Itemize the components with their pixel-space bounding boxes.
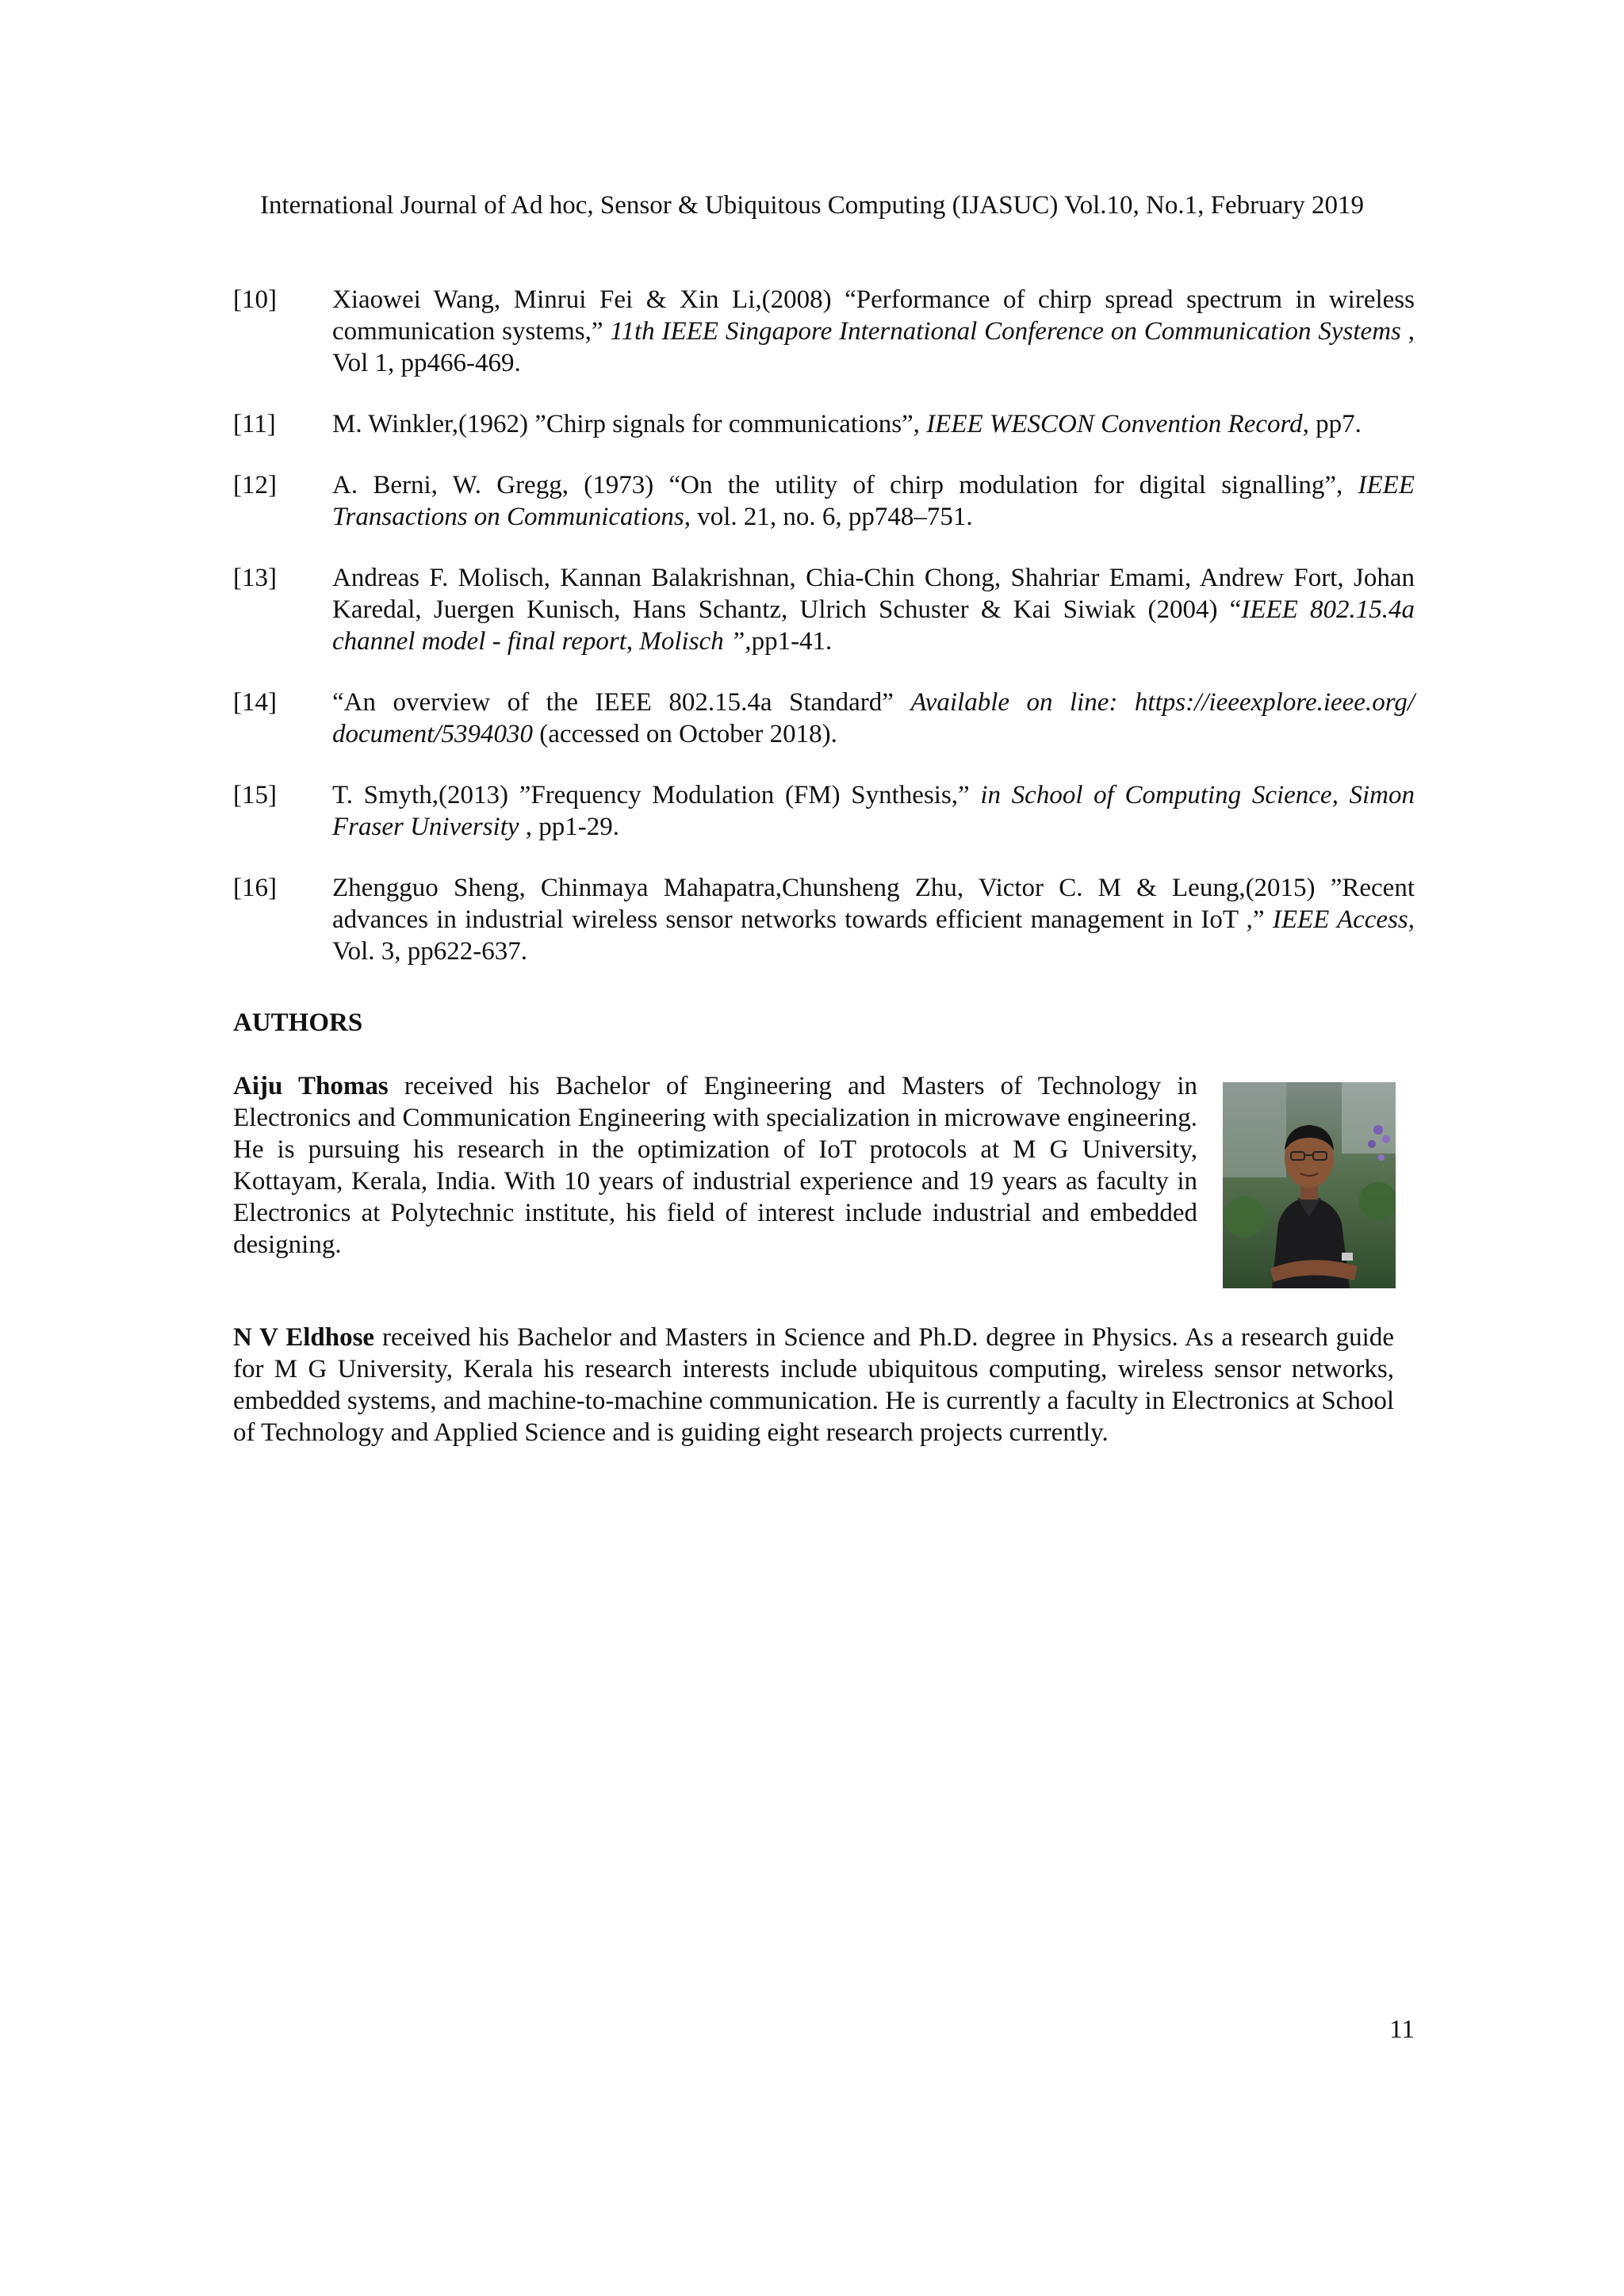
reference-source: in School of Computing Science, Simon Fraser University bbox=[332, 781, 1415, 841]
reference-source: 11th IEEE Singapore International Conference on Communication Systems bbox=[610, 317, 1401, 346]
reference-segment: A. Berni, W. Gregg, (1973) “On the utility of chirp modulation for digital signalling”, bbox=[332, 471, 1358, 499]
running-header: International Journal of Ad hoc, Sensor & Ubiquitous Computing (IJASUC) Vol.10, No.1, February 2019 bbox=[259, 191, 1365, 220]
reference-segment: pp7. bbox=[1308, 410, 1362, 438]
reference-segment: , vol. 21, no. 6, pp748–751. bbox=[684, 503, 973, 531]
reference-text bbox=[332, 872, 1415, 967]
author-bio-text: received his Bachelor of Engineering and Masters of Technology in Electronics and Communication Engineering with specialization in microwave engineering. He is pursuing his research in the optimization of IoT protocols at M G University, Kottayam, Kerala, India. With 10 years of industrial experience and 19 years as faculty in Electronics at Polytechnic institute, his field of interest include industrial and embedded designing. bbox=[233, 1072, 1197, 1259]
reference-text bbox=[332, 562, 1415, 657]
reference-segment: , pp1-29. bbox=[519, 813, 620, 841]
author-bio-nv-eldhose bbox=[233, 1322, 1394, 1448]
author-name: Aiju Thomas bbox=[233, 1072, 389, 1100]
reference-number: [14] bbox=[233, 688, 277, 717]
reference-source: IEEE WESCON Convention Record, bbox=[926, 410, 1309, 438]
reference-text bbox=[332, 408, 1415, 440]
reference-entry bbox=[233, 687, 1415, 750]
reference-entry bbox=[233, 562, 1415, 657]
reference-source: Available on line: https://ieeexplore.ieee.org/ document/5394030 bbox=[332, 688, 1415, 748]
reference-segment: (accessed on October 2018). bbox=[532, 720, 837, 748]
reference-list bbox=[233, 284, 1415, 997]
reference-segment: M. Winkler,(1962) ”Chirp signals for communications”, bbox=[332, 410, 927, 438]
author-bio-text: received his Bachelor and Masters in Science and Ph.D. degree in Physics. As a research guide for M G University, Kerala his research interests include ubiquitous computing, wireless sensor networks, embedded systems, and machine-to-machine communication. He is currently a faculty in Electronics at School of Technology and Applied Science and is guiding eight research projects currently. bbox=[233, 1323, 1394, 1447]
reference-segment: , Vol 1, pp466-469. bbox=[332, 317, 1415, 377]
reference-segment: Xiaowei Wang, Minrui Fei & Xin Li,(2008) “Performance of chirp spread spectrum in wireless communication systems,” bbox=[332, 285, 1415, 346]
page-number: 11 bbox=[1389, 2015, 1415, 2044]
author-name: N V Eldhose bbox=[233, 1323, 375, 1352]
reference-text bbox=[332, 779, 1415, 843]
reference-text bbox=[332, 687, 1415, 750]
reference-segment: “An overview of the IEEE 802.15.4a Standard” bbox=[332, 688, 911, 717]
reference-source: IEEE Access bbox=[1272, 905, 1408, 934]
reference-entry bbox=[233, 284, 1415, 379]
author-bio-aiju-thomas bbox=[233, 1070, 1197, 1261]
reference-entry bbox=[233, 469, 1415, 533]
reference-source: IEEE 802.15.4a channel model - final report bbox=[332, 595, 1415, 656]
reference-segment: , Vol. 3, pp622-637. bbox=[332, 905, 1415, 966]
reference-number: [16] bbox=[233, 874, 277, 902]
reference-segment: , bbox=[626, 627, 640, 656]
reference-number: [11] bbox=[233, 410, 276, 438]
reference-entry bbox=[233, 408, 1415, 440]
reference-number: [13] bbox=[233, 564, 277, 592]
reference-segment: Zhengguo Sheng, Chinmaya Mahapatra,Chunsheng Zhu, Victor C. M & Leung,(2015) ”Recent advances in industrial wireless sensor networks towards efficient management in IoT ,” bbox=[332, 874, 1415, 934]
authors-heading: AUTHORS bbox=[233, 1008, 363, 1037]
reference-number: [10] bbox=[233, 285, 277, 314]
reference-text bbox=[332, 284, 1415, 379]
reference-segment: pp1-41. bbox=[751, 627, 833, 656]
reference-text bbox=[332, 469, 1415, 533]
author-photo-aiju-thomas bbox=[1223, 1082, 1396, 1288]
reference-segment: Andreas F. Molisch, Kannan Balakrishnan, Chia-Chin Chong, Shahriar Emami, Andrew Fort, Johan Karedal, Juergen Kunisch, Hans Schantz, Ulrich Schuster & Kai Siwiak (2004) “ bbox=[332, 564, 1415, 624]
reference-source: Molisch ”, bbox=[639, 627, 752, 656]
reference-number: [12] bbox=[233, 471, 277, 499]
reference-segment: T. Smyth,(2013) ”Frequency Modulation (FM) Synthesis,” bbox=[332, 781, 981, 809]
reference-number: [15] bbox=[233, 781, 277, 809]
reference-entry bbox=[233, 872, 1415, 967]
reference-source: IEEE Transactions on Communications bbox=[332, 471, 1415, 531]
reference-entry bbox=[233, 779, 1415, 843]
